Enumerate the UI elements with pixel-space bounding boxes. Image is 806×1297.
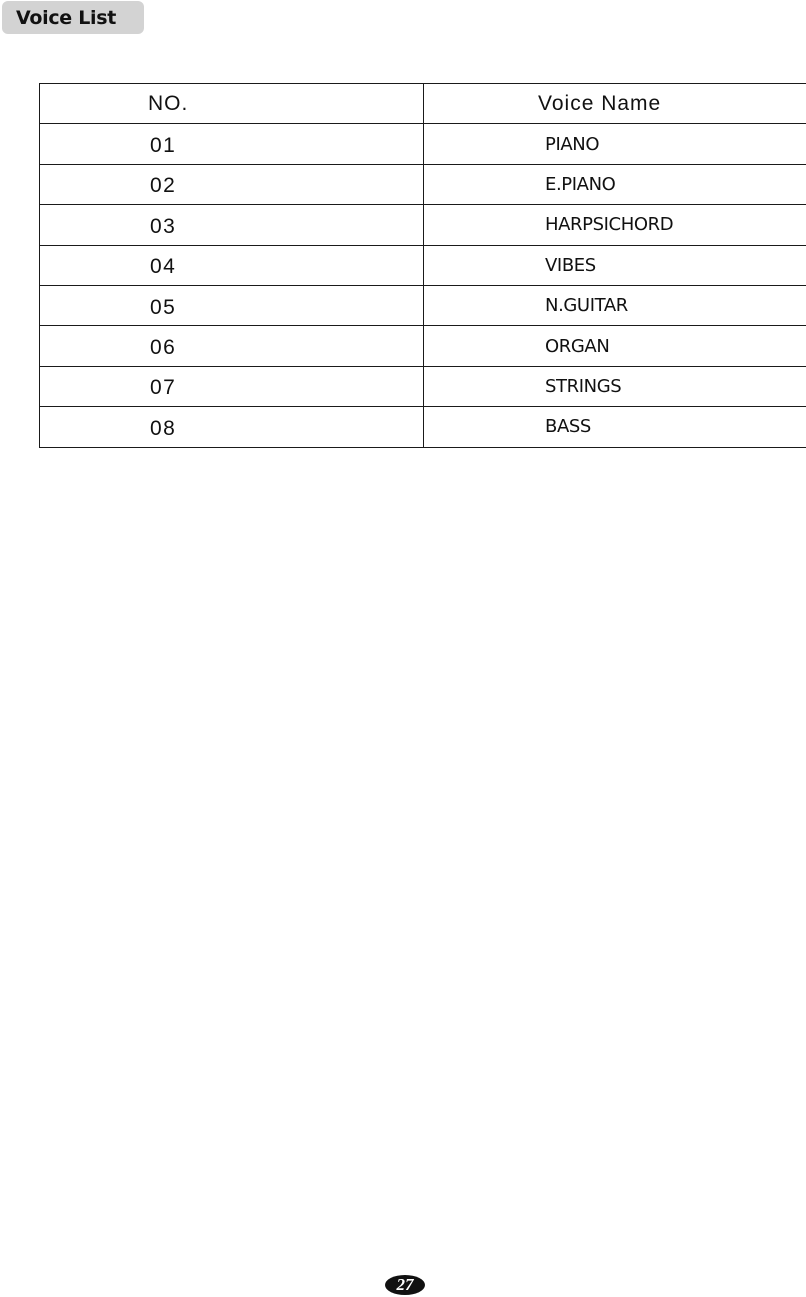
column-header-voice-name: Voice Name (424, 84, 806, 124)
voice-number-cell: 02 (40, 164, 424, 204)
voice-list-table (39, 83, 806, 448)
column-header-number: NO. (40, 84, 424, 124)
table-row (40, 366, 806, 406)
voice-name-cell: HARPSICHORD (424, 205, 806, 245)
voice-name-cell: N.GUITAR (424, 285, 806, 325)
voice-number-cell: 01 (40, 124, 424, 164)
table-row (40, 124, 806, 164)
voice-name-cell: PIANO (424, 124, 806, 164)
table-row (40, 326, 806, 366)
voice-number-cell: 05 (40, 285, 424, 325)
voice-number-cell: 07 (40, 366, 424, 406)
table-row (40, 285, 806, 325)
voice-name-cell: STRINGS (424, 366, 806, 406)
table-row (40, 164, 806, 204)
table-row (40, 205, 806, 245)
voice-name-cell: ORGAN (424, 326, 806, 366)
voice-name-cell: VIBES (424, 245, 806, 285)
voice-number-cell: 03 (40, 205, 424, 245)
table-row (40, 407, 806, 447)
table-header-row (40, 84, 806, 124)
voice-number-cell: 08 (40, 407, 424, 447)
page-number-badge: 27 (385, 1275, 425, 1295)
voice-number-cell: 04 (40, 245, 424, 285)
voice-name-cell: BASS (424, 407, 806, 447)
section-title-tab: Voice List (2, 1, 144, 34)
table-row (40, 245, 806, 285)
voice-name-cell: E.PIANO (424, 164, 806, 204)
voice-number-cell: 06 (40, 326, 424, 366)
